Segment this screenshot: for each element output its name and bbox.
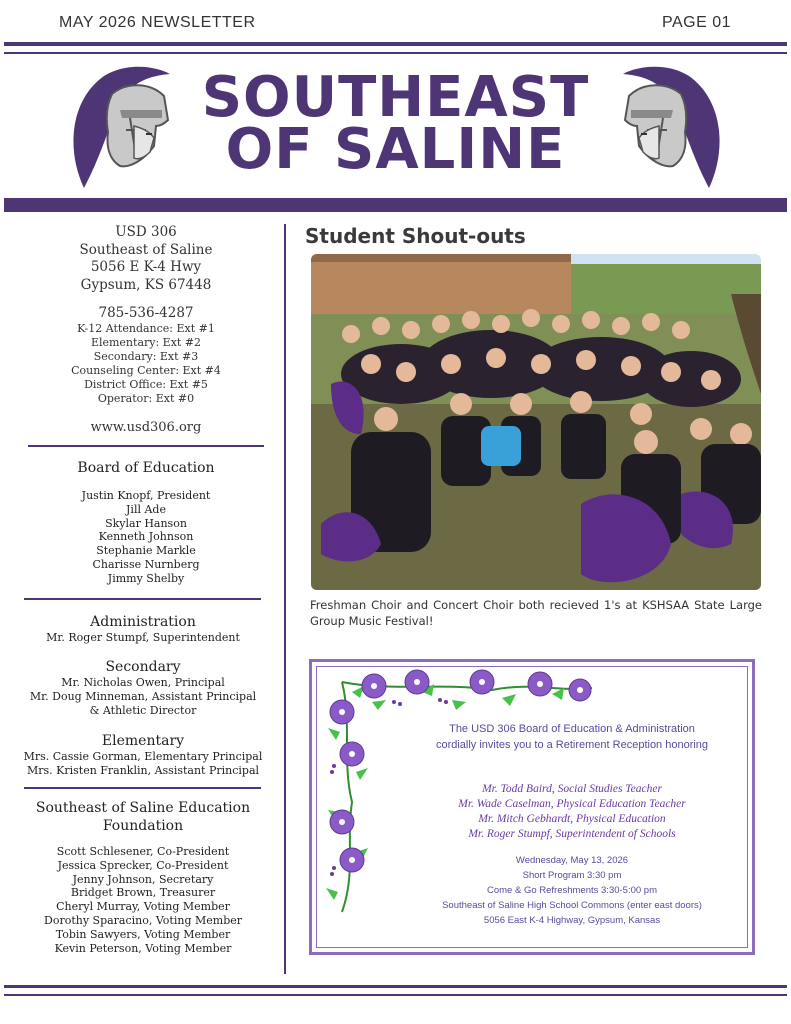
invitation-intro-line: The USD 306 Board of Education & Administration <box>449 723 695 735</box>
address-line: Gypsum, KS 67448 <box>80 276 212 293</box>
secondary-member: Mr. Doug Minneman, Assistant Principal <box>29 689 257 703</box>
extension-line: K-12 Attendance: Ext #1 <box>77 322 215 335</box>
foundation-member: Tobin Sawyers, Voting Member <box>55 927 231 941</box>
choir-group-photo <box>311 254 761 590</box>
address-line: Southeast of Saline <box>79 241 213 258</box>
honoree: Mr. Todd Baird, Social Studies Teacher <box>482 783 662 795</box>
board-member: Charisse Nurnberg <box>92 557 200 571</box>
website-link[interactable]: www.usd306.org <box>90 420 202 435</box>
board-member: Justin Knopf, President <box>81 489 211 502</box>
elementary-member: Mrs. Cassie Gorman, Elementary Principal <box>23 750 263 763</box>
sidebar-rule <box>28 445 264 447</box>
masthead <box>0 56 791 198</box>
issue-label: MAY 2026 NEWSLETTER <box>59 14 256 31</box>
board-member: Skylar Hanson <box>105 516 187 530</box>
column-divider <box>284 224 286 974</box>
secondary-member: & Athletic Director <box>89 703 197 717</box>
spartan-helmet-icon <box>617 60 729 190</box>
detail-line: 5056 East K-4 Highway, Gypsum, Kansas <box>483 915 661 926</box>
board-member: Jill Ade <box>126 502 166 516</box>
administration-heading: Administration <box>90 614 196 630</box>
bottom-rule-thick <box>4 985 787 988</box>
board-heading: Board of Education <box>77 460 215 476</box>
bottom-rule-thin <box>4 994 787 996</box>
board-section <box>28 459 264 586</box>
address-line: 5056 E K-4 Hwy <box>90 259 202 275</box>
photo-caption: Freshman Choir and Concert Choir both recieved 1's at KSHSAA State Large Group Music Festival! <box>310 598 762 628</box>
address-line: USD 306 <box>115 224 177 240</box>
page-number: PAGE 01 <box>661 14 731 31</box>
elementary-heading: Elementary <box>101 733 185 749</box>
detail-line: Come & Go Refreshments 3:30-5:00 pm <box>486 885 658 896</box>
secondary-heading: Secondary <box>105 659 181 675</box>
phone-number: 785-536-4287 <box>98 305 194 321</box>
board-member: Stephanie Markle <box>96 544 196 558</box>
detail-line: Southeast of Saline High School Commons (enter east doors) <box>442 900 702 911</box>
foundation-member: Jenny Johnson, Secretary <box>72 872 214 886</box>
invitation-details <box>408 853 736 928</box>
admin-member: Mr. Roger Stumpf, Superintendent <box>46 631 240 644</box>
board-member: Kenneth Johnson <box>98 530 194 544</box>
foundation-member: Cheryl Murray, Voting Member <box>56 900 230 914</box>
foundation-member: Scott Schlesener, Co-President <box>56 845 230 858</box>
extension-line: Secondary: Ext #3 <box>93 350 199 363</box>
top-rule-thin <box>4 52 787 54</box>
top-rule-thick <box>4 42 787 46</box>
foundation-section <box>20 799 266 955</box>
masthead-title-line1: SOUTHEAST <box>201 65 590 130</box>
board-member: Jimmy Shelby <box>107 571 185 585</box>
extension-line: District Office: Ext #5 <box>84 378 208 391</box>
honoree: Mr. Wade Caselman, Physical Education Teacher <box>458 798 686 810</box>
sidebar-rule <box>24 598 261 600</box>
masthead-title-line2: OF SALINE <box>225 117 566 182</box>
masthead-band <box>4 198 787 212</box>
foundation-heading: Southeast of Saline Education <box>35 800 251 816</box>
detail-line: Wednesday, May 13, 2026 <box>515 855 629 866</box>
honoree: Mr. Roger Stumpf, Superintendent of Schools <box>468 828 676 840</box>
contact-block <box>28 305 264 406</box>
invitation-honorees <box>408 782 736 842</box>
foundation-member: Dorothy Sparacino, Voting Member <box>44 913 242 927</box>
secondary-member: Mr. Nicholas Owen, Principal <box>61 676 225 689</box>
secondary-section <box>20 658 266 717</box>
honoree: Mr. Mitch Gebhardt, Physical Education <box>478 813 666 825</box>
extension-line: Counseling Center: Ext #4 <box>71 364 221 377</box>
foundation-member: Kevin Peterson, Voting Member <box>54 941 232 955</box>
detail-line: Short Program 3:30 pm <box>522 870 622 881</box>
elementary-section <box>20 732 266 778</box>
extension-line: Operator: Ext #0 <box>97 392 195 405</box>
foundation-heading: Foundation <box>102 818 184 834</box>
invitation-intro <box>408 721 736 753</box>
retirement-invitation <box>309 659 755 955</box>
spartan-helmet-icon <box>64 60 176 190</box>
invitation-intro-line: cordially invites you to a Retirement Reception honoring <box>435 739 709 751</box>
extension-line: Elementary: Ext #2 <box>90 336 202 349</box>
administration-section <box>20 613 266 645</box>
section-title: Student Shout-outs <box>305 224 526 248</box>
foundation-member: Jessica Sprecker, Co-President <box>57 858 229 872</box>
address-block <box>28 224 264 294</box>
elementary-member: Mrs. Kristen Franklin, Assistant Principal <box>26 763 260 777</box>
foundation-member: Bridget Brown, Treasurer <box>70 886 216 900</box>
sidebar-rule <box>24 787 261 789</box>
top-bar <box>0 0 791 44</box>
